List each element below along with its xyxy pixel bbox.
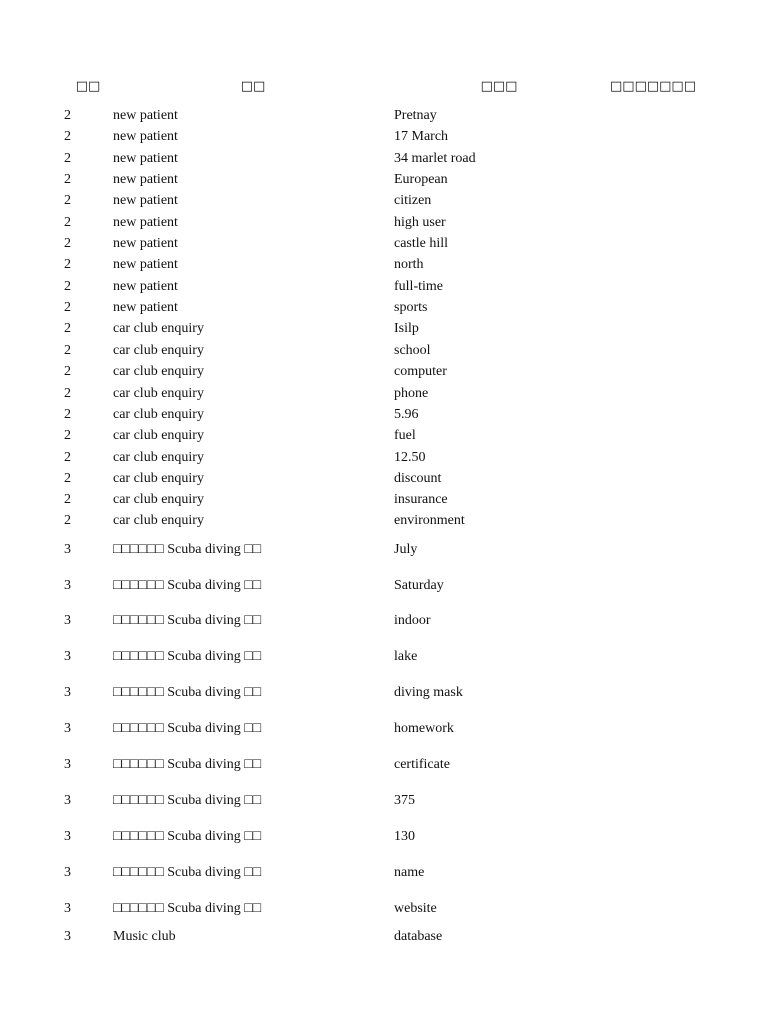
table-row	[0, 684, 768, 702]
cell-part: 2	[64, 450, 71, 465]
cell-answer: homework	[394, 721, 454, 736]
cell-answer: fuel	[394, 428, 416, 443]
table-row	[0, 192, 768, 210]
table-row	[0, 320, 768, 338]
cell-answer: high user	[394, 215, 446, 230]
cell-topic: car club enquiry	[113, 386, 204, 401]
cell-part: 2	[64, 215, 71, 230]
cell-answer: phone	[394, 386, 429, 401]
cell-answer: north	[394, 257, 424, 272]
table-row	[0, 235, 768, 253]
cell-answer: school	[394, 343, 431, 358]
cell-answer: lake	[394, 649, 418, 664]
cell-part: 3	[64, 865, 71, 880]
cell-part: 2	[64, 386, 71, 401]
table-row	[0, 720, 768, 738]
cell-topic: new patient	[113, 300, 178, 315]
table-row	[0, 756, 768, 774]
cell-topic: car club enquiry	[113, 471, 204, 486]
cell-topic: car club enquiry	[113, 343, 204, 358]
table-row	[0, 864, 768, 882]
header-answer: □□□	[480, 79, 518, 94]
cell-part: 3	[64, 578, 71, 593]
cell-answer: 12.50	[394, 450, 426, 465]
cell-part: 2	[64, 108, 71, 123]
table-row	[0, 541, 768, 559]
table-row	[0, 792, 768, 810]
cell-topic: car club enquiry	[113, 321, 204, 336]
table-row	[0, 491, 768, 509]
table-row	[0, 342, 768, 360]
cell-topic: □□□□□□ Scuba diving □□	[113, 613, 262, 628]
table-row	[0, 171, 768, 189]
cell-topic: □□□□□□ Scuba diving □□	[113, 757, 262, 772]
cell-part: 2	[64, 172, 71, 187]
cell-answer: diving mask	[394, 685, 463, 700]
cell-topic: □□□□□□ Scuba diving □□	[113, 829, 262, 844]
cell-answer: citizen	[394, 193, 432, 208]
cell-part: 2	[64, 300, 71, 315]
cell-part: 3	[64, 829, 71, 844]
cell-topic: □□□□□□ Scuba diving □□	[113, 865, 262, 880]
cell-part: 3	[64, 542, 71, 557]
cell-topic: new patient	[113, 215, 178, 230]
table-row	[0, 512, 768, 530]
cell-part: 3	[64, 757, 71, 772]
cell-answer: Pretnay	[394, 108, 437, 123]
table-row	[0, 577, 768, 595]
cell-topic: □□□□□□ Scuba diving □□	[113, 901, 262, 916]
table-row	[0, 406, 768, 424]
table-row	[0, 128, 768, 146]
table-row	[0, 449, 768, 467]
cell-topic: new patient	[113, 236, 178, 251]
cell-part: 2	[64, 129, 71, 144]
cell-part: 2	[64, 321, 71, 336]
cell-answer: discount	[394, 471, 442, 486]
cell-topic: new patient	[113, 172, 178, 187]
cell-part: 3	[64, 793, 71, 808]
cell-topic: car club enquiry	[113, 428, 204, 443]
cell-part: 3	[64, 929, 71, 944]
cell-part: 3	[64, 649, 71, 664]
cell-part: 3	[64, 613, 71, 628]
cell-topic: □□□□□□ Scuba diving □□	[113, 542, 262, 557]
cell-topic: new patient	[113, 257, 178, 272]
cell-part: 2	[64, 257, 71, 272]
cell-part: 2	[64, 193, 71, 208]
cell-answer: 17 March	[394, 129, 449, 144]
cell-part: 2	[64, 279, 71, 294]
cell-answer: 130	[394, 829, 415, 844]
cell-answer: 5.96	[394, 407, 419, 422]
cell-topic: new patient	[113, 108, 178, 123]
cell-answer: indoor	[394, 613, 431, 628]
cell-topic: car club enquiry	[113, 513, 204, 528]
cell-answer: July	[394, 542, 418, 557]
cell-part: 2	[64, 343, 71, 358]
table-row	[0, 470, 768, 488]
cell-topic: □□□□□□ Scuba diving □□	[113, 578, 262, 593]
table-row	[0, 278, 768, 296]
table-row	[0, 256, 768, 274]
cell-topic: new patient	[113, 279, 178, 294]
cell-part: 2	[64, 471, 71, 486]
cell-answer: 34 marlet road	[394, 151, 476, 166]
cell-topic: □□□□□□ Scuba diving □□	[113, 793, 262, 808]
cell-answer: castle hill	[394, 236, 449, 251]
cell-topic: new patient	[113, 151, 178, 166]
cell-topic: car club enquiry	[113, 364, 204, 379]
cell-answer: name	[394, 865, 425, 880]
table-row	[0, 828, 768, 846]
table-row	[0, 214, 768, 232]
cell-part: 2	[64, 407, 71, 422]
cell-part: 2	[64, 151, 71, 166]
cell-topic: new patient	[113, 193, 178, 208]
cell-topic: □□□□□□ Scuba diving □□	[113, 721, 262, 736]
header-topic: □□	[240, 79, 266, 94]
cell-topic: Music club	[113, 929, 176, 944]
cell-answer: sports	[394, 300, 428, 315]
cell-part: 2	[64, 513, 71, 528]
cell-answer: certificate	[394, 757, 450, 772]
table-row	[0, 900, 768, 918]
table-row	[0, 299, 768, 317]
table-row	[0, 427, 768, 445]
cell-answer: Saturday	[394, 578, 444, 593]
cell-answer: full-time	[394, 279, 443, 294]
cell-answer: computer	[394, 364, 447, 379]
cell-topic: car club enquiry	[113, 492, 204, 507]
table-row	[0, 363, 768, 381]
cell-topic: car club enquiry	[113, 407, 204, 422]
cell-topic: □□□□□□ Scuba diving □□	[113, 649, 262, 664]
cell-part: 2	[64, 492, 71, 507]
cell-part: 2	[64, 428, 71, 443]
table-row	[0, 928, 768, 946]
cell-answer: website	[394, 901, 437, 916]
cell-answer: insurance	[394, 492, 448, 507]
cell-topic: new patient	[113, 129, 178, 144]
cell-part: 3	[64, 721, 71, 736]
cell-part: 3	[64, 685, 71, 700]
table-row	[0, 107, 768, 125]
cell-answer: 375	[394, 793, 415, 808]
cell-part: 2	[64, 364, 71, 379]
cell-answer: Isilp	[394, 321, 419, 336]
header-part: □□	[75, 79, 101, 94]
table-row	[0, 150, 768, 168]
table-row	[0, 385, 768, 403]
cell-part: 2	[64, 236, 71, 251]
table-row	[0, 612, 768, 630]
cell-answer: environment	[394, 513, 465, 528]
header-notes: □□□□□□□	[610, 79, 696, 94]
cell-answer: database	[394, 929, 443, 944]
table-row	[0, 648, 768, 666]
cell-answer: European	[394, 172, 448, 187]
cell-topic: car club enquiry	[113, 450, 204, 465]
cell-topic: □□□□□□ Scuba diving □□	[113, 685, 262, 700]
cell-part: 3	[64, 901, 71, 916]
